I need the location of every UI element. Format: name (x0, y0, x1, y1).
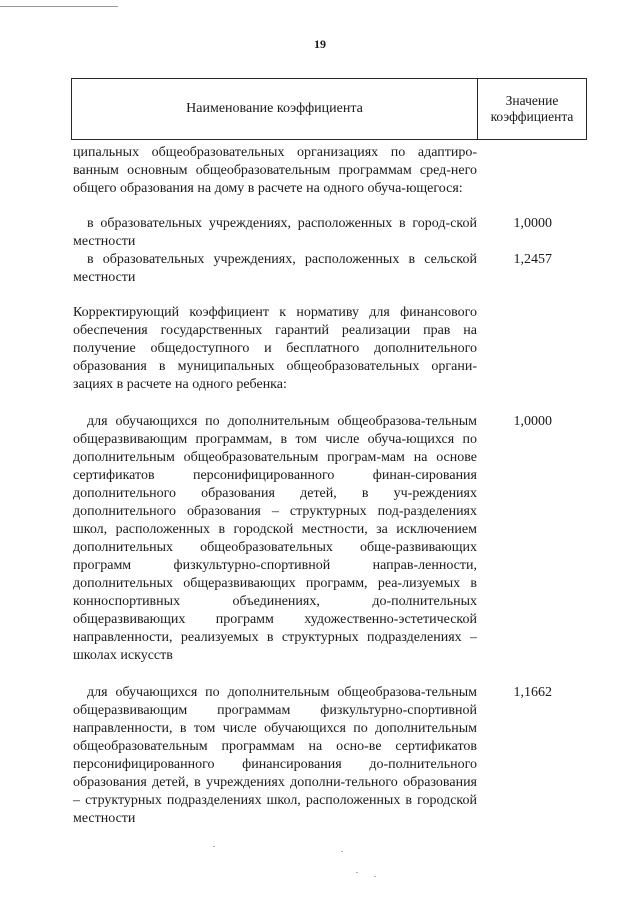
table-row (73, 304, 586, 394)
row-text-rural: в образовательных учреждениях, расположенных в сельской местности (73, 252, 477, 285)
row-value-rural: 1,2457 (513, 252, 552, 267)
table-body (73, 144, 586, 828)
table-row (73, 251, 586, 287)
page-number: 19 (314, 37, 326, 51)
row-text-urban: в образовательных учреждениях, расположенных в город-ской местности (73, 216, 477, 249)
row-text-continuation: ципальных общеобразовательных организациях по адаптиро-ванным основным общеобразовательным программам сред-него общего образования на дому в расчете на одного обуча-ющегося: (73, 145, 477, 196)
scan-edge-mark (0, 6, 118, 7)
header-coefficient-name: Наименование коэффициента (72, 79, 478, 139)
table-row (73, 144, 586, 198)
table-row (73, 413, 586, 665)
row-value-urban: 1,0000 (513, 216, 552, 231)
row-text-section-heading: Корректирующий коэффициент к нормативу для финансового обеспечения государственных гарантий реализации прав на получение общедоступного и бесплатного дополнительного образования в муниципальных общеобразовательных органи-зациях в расчете на одного ребенка: (73, 305, 477, 392)
row-text-general-programs: для обучающихся по дополнительным общеобразова-тельным общеразвивающим программам, в том числе обуча-ющихся по дополнительным общеобразовательным програм-мам на основе сертификатов персонифицированного финан-сирования дополнительного образования детей, в уч-реждениях дополнительного образования – структурных под-разделениях школ, расположенных в городской местности, за исключением дополнительных общеобразовательных обще-развивающих программ физкультурно-спортивной направ-ленности, дополнительных общеразвивающих программ, реа-лизуемых в конноспортивных объединениях, до-полнительных общеразвивающих программ художественно-эстетической направленности, реализуемых в структурных подразделениях – школах искусств (73, 414, 477, 663)
scan-speck (374, 876, 376, 877)
row-text-sports-programs: для обучающихся по дополнительным общеобразова-тельным общеразвивающим программам физкультурно-спортивной направленности, в том числе обучающихся по дополнительным общеобразовательным программам на осно-ве сертификатов персонифицированного финансирования до-полнительного образования детей, в учреждениях дополни-тельного образования – структурных подразделениях школ, расположенных в городской местности (73, 685, 477, 826)
table-row (73, 684, 586, 828)
row-value-sports-programs: 1,1662 (513, 685, 552, 700)
scan-speck (356, 872, 358, 873)
header-coefficient-value: Значение коэффициента (490, 93, 574, 124)
row-value-general-programs: 1,0000 (513, 414, 552, 429)
table-row (73, 215, 586, 251)
scan-speck (213, 846, 215, 847)
scan-speck (341, 851, 343, 852)
table-header (71, 78, 587, 140)
